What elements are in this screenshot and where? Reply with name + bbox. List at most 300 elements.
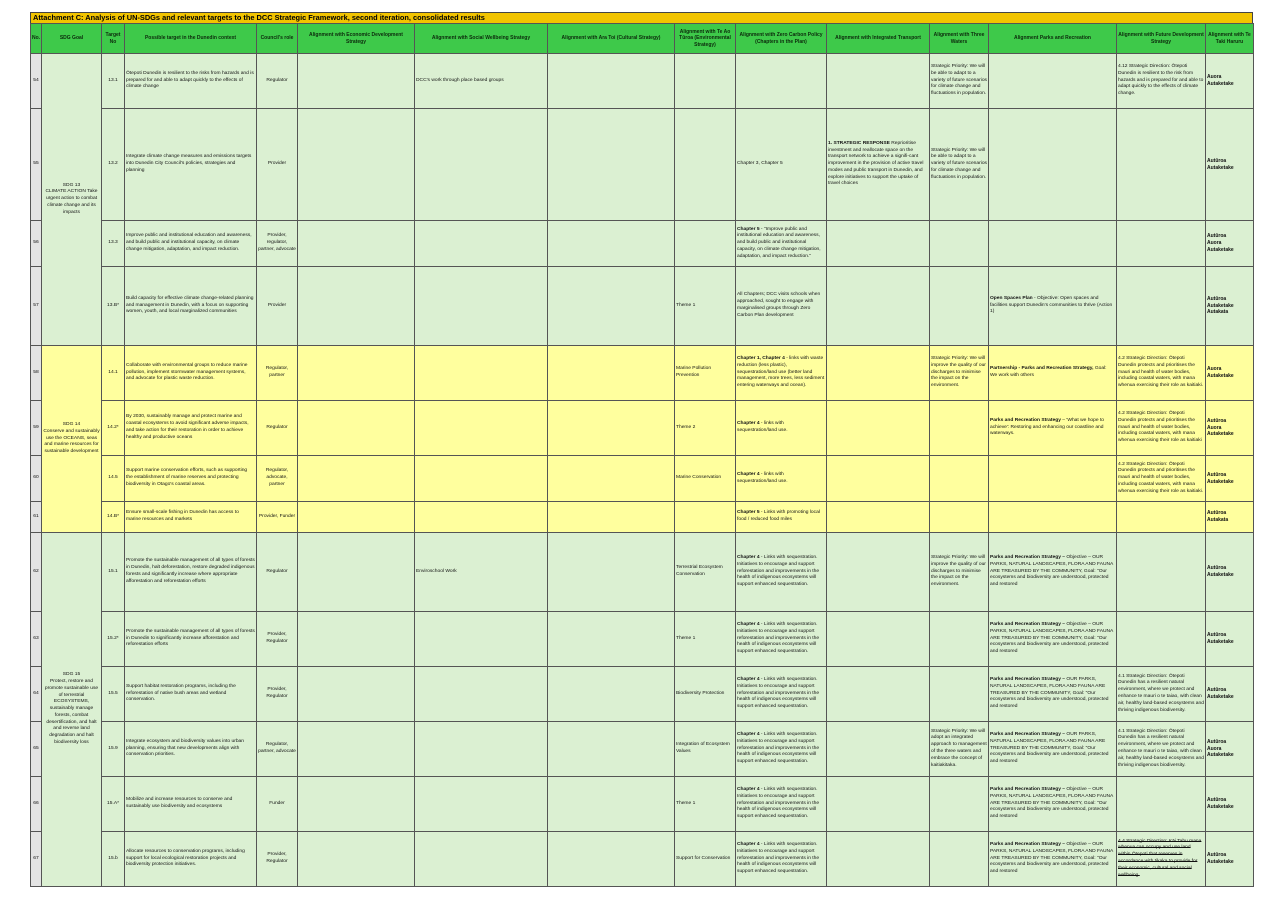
ara-toi-alignment bbox=[548, 221, 675, 267]
row-number: 60 bbox=[31, 456, 42, 502]
parks-alignment-text: OUR PARKS, NATURAL LANDSCAPES, FLORA AND FAUNA ARE TREASURED BY THE COMMUNITY, Goal: "Our ecosystems and biodiversity are understood, protected and restored bbox=[990, 732, 1109, 765]
parks-alignment bbox=[989, 722, 1117, 777]
zero-carbon-alignment-lead: Chapter 4 bbox=[737, 677, 760, 683]
transport-alignment bbox=[827, 667, 930, 722]
row-number: 57 bbox=[31, 267, 42, 346]
taki-value: Autaketake bbox=[1207, 572, 1234, 578]
three-waters-alignment: Strategic Priority: We will adopt an integrated approach to management of the three waters and embrace the concept of kaitiakitaka. bbox=[930, 722, 989, 777]
target-number: 15.5 bbox=[102, 667, 125, 722]
future-development-alignment bbox=[1117, 777, 1206, 832]
social-alignment bbox=[415, 267, 548, 346]
econ-alignment bbox=[298, 612, 415, 667]
parks-alignment bbox=[989, 502, 1117, 533]
taki-value: Autūroa bbox=[1207, 417, 1227, 424]
parks-alignment-text: Objective – OUR PARKS, NATURAL LANDSCAPES, FLORA AND FAUNA ARE TREASURED BY THE COMMUNITY, Goal: "Our ecosystems and biodiversity are understood, protected and restored bbox=[990, 622, 1114, 655]
ara-toi-alignment bbox=[548, 667, 675, 722]
target-description: Promote the sustainable management of all types of forests in Dunedin, halt deforestation, restore degraded indigenous forests and significantly increase where appropriate afforestation and reforestation efforts bbox=[125, 533, 257, 612]
future-development-alignment bbox=[1117, 832, 1206, 887]
transport-alignment bbox=[827, 267, 930, 346]
sheet-title: Attachment C: Analysis of UN-SDGs and relevant targets to the DCC Strategic Framework, second iteration, consolidated results bbox=[30, 12, 1253, 23]
header-transport: Alignment with Integrated Transport bbox=[827, 24, 930, 54]
parks-alignment-text: Objective – OUR PARKS, NATURAL LANDSCAPES, FLORA AND FAUNA ARE TREASURED BY THE COMMUNITY, Goal: "Our ecosystems and biodiversity are understood, protected and restored bbox=[990, 787, 1114, 820]
future-development-alignment: 4.1 Strategic Direction: Ōtepoti Dunedin has a resilient natural environment, where we protect and enhance te mauri o te taiao, with clean air, healthy land-based ecosystems and thriving indigenous biodiversity. bbox=[1117, 722, 1206, 777]
header-goal: SDG Goal bbox=[42, 24, 102, 54]
row-number: 64 bbox=[31, 667, 42, 722]
parks-alignment-lead: Parks and Recreation Strategy – bbox=[990, 732, 1066, 738]
three-waters-alignment bbox=[930, 667, 989, 722]
transport-alignment bbox=[827, 109, 930, 221]
table-row bbox=[31, 456, 1254, 502]
table-row bbox=[31, 54, 1254, 109]
transport-alignment bbox=[827, 612, 930, 667]
transport-alignment bbox=[827, 832, 930, 887]
parks-alignment-lead: Open Spaces Plan bbox=[990, 295, 1033, 301]
social-alignment bbox=[415, 346, 548, 401]
row-number: 65 bbox=[31, 722, 42, 777]
zero-carbon-alignment bbox=[736, 221, 827, 267]
zero-carbon-alignment bbox=[736, 456, 827, 502]
te-ao-turoa-alignment: Theme 1 bbox=[675, 267, 736, 346]
te-ao-turoa-alignment: Support for Conservation bbox=[675, 832, 736, 887]
council-role: Funder bbox=[257, 777, 298, 832]
target-number: 15.A* bbox=[102, 777, 125, 832]
row-number: 67 bbox=[31, 832, 42, 887]
parks-alignment bbox=[989, 401, 1117, 456]
header-row bbox=[31, 24, 1254, 54]
parks-alignment bbox=[989, 267, 1117, 346]
social-alignment bbox=[415, 667, 548, 722]
row-number: 62 bbox=[31, 533, 42, 612]
ara-toi-alignment bbox=[548, 401, 675, 456]
ara-toi-alignment bbox=[548, 722, 675, 777]
row-number: 55 bbox=[31, 109, 42, 221]
taki-value: Autakata bbox=[1207, 517, 1229, 523]
te-ao-turoa-alignment: Theme 1 bbox=[675, 777, 736, 832]
te-ao-turoa-alignment bbox=[675, 54, 736, 109]
te-taki-haruru-alignment bbox=[1206, 612, 1254, 667]
parks-alignment bbox=[989, 456, 1117, 502]
alignment-table bbox=[30, 23, 1254, 887]
header-target-no: Target No bbox=[102, 24, 125, 54]
social-alignment bbox=[415, 777, 548, 832]
target-number: 13.3 bbox=[102, 221, 125, 267]
council-role: Provider, Funder bbox=[257, 502, 298, 533]
table-row bbox=[31, 346, 1254, 401]
target-number: 13.2 bbox=[102, 109, 125, 221]
header-ara: Alignment with Ara Toi (Cultural Strategy) bbox=[548, 24, 675, 54]
parks-alignment bbox=[989, 667, 1117, 722]
transport-alignment bbox=[827, 401, 930, 456]
social-alignment bbox=[415, 502, 548, 533]
table-row bbox=[31, 667, 1254, 722]
econ-alignment bbox=[298, 533, 415, 612]
three-waters-alignment: Strategic Priority: We will be able to adapt to a variety of future scenarios for climate change and fluctuations in population. bbox=[930, 54, 989, 109]
te-taki-haruru-alignment bbox=[1206, 502, 1254, 533]
taki-value: Autakata bbox=[1207, 309, 1229, 316]
council-role: Regulator bbox=[257, 54, 298, 109]
table-body bbox=[31, 54, 1254, 887]
parks-alignment-text: Objective – OUR PARKS, NATURAL LANDSCAPES, FLORA AND FAUNA ARE TREASURED BY THE COMMUNITY, Goal: "Our ecosystems and biodiversity are understood, protected and restored bbox=[990, 555, 1114, 588]
taki-value: Autūroa bbox=[1207, 632, 1227, 639]
te-taki-haruru-alignment bbox=[1206, 109, 1254, 221]
three-waters-alignment bbox=[930, 832, 989, 887]
econ-alignment bbox=[298, 221, 415, 267]
te-ao-turoa-alignment: Terrestrial Ecosystem Conservation bbox=[675, 533, 736, 612]
future-development-alignment: 4.2 Strategic Direction: Ōtepoti Dunedin protects and prioritises the mauri and health of water bodies, including coastal waters, with mana whenua exercising their role as kaitiaki. bbox=[1117, 346, 1206, 401]
row-number: 54 bbox=[31, 54, 42, 109]
table-row bbox=[31, 267, 1254, 346]
three-waters-alignment bbox=[930, 401, 989, 456]
header-social: Alignment with Social Wellbeing Strategy bbox=[415, 24, 548, 54]
future-development-alignment bbox=[1117, 267, 1206, 346]
taki-value: Autaketake bbox=[1207, 804, 1234, 810]
transport-alignment-lead: 1. STRATEGIC RESPONSE bbox=[828, 140, 890, 146]
taki-value: Auora bbox=[1207, 240, 1222, 247]
zero-carbon-alignment-text: - Links with sequestration. Initiatives to encourage and support reforestation and improvements in the health of indigenous ecosystems will support enhanced sequestration. bbox=[737, 787, 820, 820]
transport-alignment bbox=[827, 54, 930, 109]
table-row bbox=[31, 832, 1254, 887]
taki-value: Auora bbox=[1207, 366, 1222, 373]
zero-carbon-alignment-lead: Chapter 1, Chapter 4 bbox=[737, 356, 785, 362]
taki-value: Autaketake bbox=[1207, 164, 1234, 171]
taki-value: Auora bbox=[1207, 424, 1222, 431]
three-waters-alignment: Strategic Priority: We will improve the quality of our discharges to minimise the impact on the environment. bbox=[930, 346, 989, 401]
header-role: Council's role bbox=[257, 24, 298, 54]
te-taki-haruru-alignment bbox=[1206, 667, 1254, 722]
header-target: Possible target in the Dunedin context bbox=[125, 24, 257, 54]
te-taki-haruru-alignment bbox=[1206, 54, 1254, 109]
social-alignment bbox=[415, 109, 548, 221]
ara-toi-alignment bbox=[548, 832, 675, 887]
taki-value: Autūroa bbox=[1207, 852, 1227, 859]
row-number: 58 bbox=[31, 346, 42, 401]
zero-carbon-alignment-text: - "Improve public and institutional education and awareness, and build public and institutional capacity, on climate change mitigation, adaptation, and impact reduction." bbox=[737, 226, 821, 259]
table-row bbox=[31, 502, 1254, 533]
zero-carbon-alignment-text: - Links with sequestration. Initiatives to encourage and support reforestation and improvements in the health of indigenous ecosystems will support enhanced sequestration. bbox=[737, 842, 820, 875]
zero-carbon-alignment-text: - Links with promoting local food / reduced food miles bbox=[737, 510, 820, 522]
zero-carbon-alignment-text: Chapter 3, Chapter 5 bbox=[737, 161, 783, 167]
taki-value: Autūroa bbox=[1207, 687, 1227, 694]
transport-alignment bbox=[827, 777, 930, 832]
zero-carbon-alignment-lead: Chapter 4 bbox=[737, 787, 760, 793]
social-alignment bbox=[415, 612, 548, 667]
three-waters-alignment bbox=[930, 777, 989, 832]
target-description: By 2030, sustainably manage and protect marine and coastal ecosystems to avoid significant adverse impacts, and take action for their restoration in order to achieve healthy and productive oceans bbox=[125, 401, 257, 456]
te-taki-haruru-alignment bbox=[1206, 401, 1254, 456]
zero-carbon-alignment-lead: Chapter 5 bbox=[737, 510, 760, 516]
zero-carbon-alignment-text: - Links with sequestration. Initiatives to encourage and support reforestation and improvements in the health of indigenous ecosystems will support enhanced sequestration. bbox=[737, 555, 820, 588]
econ-alignment bbox=[298, 777, 415, 832]
target-description: Allocate resources to conservation programs, including support for local ecological restoration projects and biodiversity protection initiatives. bbox=[125, 832, 257, 887]
target-description: Mobilize and increase resources to conserve and sustainably use biodiversity and ecosystems bbox=[125, 777, 257, 832]
target-description: Support marine conservation efforts, such as supporting the establishment of marine reserves and protecting biodiversity in Otago's coastal areas. bbox=[125, 456, 257, 502]
econ-alignment bbox=[298, 722, 415, 777]
zero-carbon-alignment bbox=[736, 346, 827, 401]
parks-alignment bbox=[989, 109, 1117, 221]
zero-carbon-alignment bbox=[736, 54, 827, 109]
zero-carbon-alignment bbox=[736, 267, 827, 346]
row-number: 56 bbox=[31, 221, 42, 267]
header-water: Alignment with Three Waters bbox=[930, 24, 989, 54]
council-role: Provider bbox=[257, 267, 298, 346]
zero-carbon-alignment bbox=[736, 612, 827, 667]
header-parks: Alignment Parks and Recreation bbox=[989, 24, 1117, 54]
parks-alignment-lead: Partnership - Parks and Recreation Strategy, bbox=[990, 366, 1094, 372]
table-row bbox=[31, 401, 1254, 456]
parks-alignment-text: - Objective: Open spaces and facilities support Dunedin's communities to thrive (Action 1) bbox=[990, 295, 1113, 315]
header-no: No. bbox=[31, 24, 42, 54]
target-number: 14.1 bbox=[102, 346, 125, 401]
taki-value: Autaketake bbox=[1207, 81, 1234, 87]
parks-alignment bbox=[989, 346, 1117, 401]
te-taki-haruru-alignment bbox=[1206, 722, 1254, 777]
transport-alignment bbox=[827, 346, 930, 401]
taki-value: Autaketake bbox=[1207, 694, 1234, 700]
te-taki-haruru-alignment bbox=[1206, 533, 1254, 612]
spreadsheet bbox=[30, 12, 1253, 887]
row-number: 61 bbox=[31, 502, 42, 533]
te-ao-turoa-alignment bbox=[675, 221, 736, 267]
zero-carbon-alignment-text: All Chapters; DCC visits schools when approached, sought to engage with marginalised groups through Zero Carbon Plan development bbox=[737, 292, 821, 318]
zero-carbon-alignment-text: - links with sequestration/land use. bbox=[737, 471, 788, 484]
taki-value: Autūroa bbox=[1207, 797, 1227, 804]
transport-alignment bbox=[827, 221, 930, 267]
ara-toi-alignment bbox=[548, 533, 675, 612]
future-development-alignment bbox=[1117, 502, 1206, 533]
sdg-goal-sdg15: SDG 15 Protect, restore and promote sustainable use of terrestrial ECOSYSTEMS, sustainably manage forests, combat desertification, and halt and reverse land degradation and halt biodiversity loss bbox=[42, 533, 102, 887]
council-role: Provider, regulator, partner, advocate bbox=[257, 221, 298, 267]
council-role: Provider, Regulator bbox=[257, 612, 298, 667]
target-description: Ōtepoti Dunedin is resilient to the risks from hazards and is prepared for and able to adapt quickly to the effects of climate change bbox=[125, 54, 257, 109]
ara-toi-alignment bbox=[548, 456, 675, 502]
sdg-goal-sdg14: SDG 14 Conserve and sustainably use the OCEANS, seas and marine resources for sustainable development bbox=[42, 346, 102, 533]
zero-carbon-alignment bbox=[736, 722, 827, 777]
three-waters-alignment bbox=[930, 612, 989, 667]
econ-alignment bbox=[298, 456, 415, 502]
zero-carbon-alignment-text: - links with waste reduction (less plastic), sequestration/land use (better land management, more trees, less sediment entering waterways and ocean). bbox=[737, 356, 825, 389]
ara-toi-alignment bbox=[548, 612, 675, 667]
econ-alignment bbox=[298, 401, 415, 456]
zero-carbon-alignment bbox=[736, 401, 827, 456]
ara-toi-alignment bbox=[548, 54, 675, 109]
council-role: Regulator bbox=[257, 401, 298, 456]
te-taki-haruru-alignment bbox=[1206, 777, 1254, 832]
future-development-alignment bbox=[1117, 533, 1206, 612]
future-development-alignment: 4.1 Strategic Direction: Ōtepoti Dunedin has a resilient natural environment, where we protect and enhance te mauri o te taiao, with clean air, healthy land-based ecosystems and thriving indigenous biodiversity. bbox=[1117, 667, 1206, 722]
taki-value: Autūroa bbox=[1207, 157, 1227, 164]
te-ao-turoa-alignment: Marine Conservation bbox=[675, 456, 736, 502]
council-role: Regulator, partner, advocate bbox=[257, 722, 298, 777]
zero-carbon-alignment bbox=[736, 777, 827, 832]
social-alignment: DCC's work through place based groups bbox=[415, 54, 548, 109]
table-row bbox=[31, 722, 1254, 777]
parks-alignment-lead: Parks and Recreation Strategy – bbox=[990, 842, 1066, 848]
transport-alignment bbox=[827, 456, 930, 502]
parks-alignment-text: Objective – OUR PARKS, NATURAL LANDSCAPES, FLORA AND FAUNA ARE TREASURED BY THE COMMUNITY, Goal: "Our ecosystems and biodiversity are understood, protected and restored bbox=[990, 842, 1114, 875]
target-number: 15.1 bbox=[102, 533, 125, 612]
econ-alignment bbox=[298, 667, 415, 722]
parks-alignment-lead: Parks and Recreation Strategy – bbox=[990, 622, 1066, 628]
taki-value: Autaketake bbox=[1207, 431, 1234, 438]
header-taki: Alignment with Te Taki Haruru bbox=[1206, 24, 1254, 54]
parks-alignment-lead: Parks and Recreation Strategy – bbox=[990, 677, 1066, 683]
header-teao: Alignment with Te Ao Tūroa (Environmental Strategy) bbox=[675, 24, 736, 54]
council-role: Regulator, partner bbox=[257, 346, 298, 401]
taki-value: Autūroa bbox=[1207, 233, 1227, 240]
parks-alignment bbox=[989, 832, 1117, 887]
taki-value: Autūroa bbox=[1207, 738, 1227, 745]
target-number: 14.5 bbox=[102, 456, 125, 502]
parks-alignment bbox=[989, 54, 1117, 109]
te-ao-turoa-alignment: Theme 1 bbox=[675, 612, 736, 667]
table-row bbox=[31, 777, 1254, 832]
ara-toi-alignment bbox=[548, 777, 675, 832]
econ-alignment bbox=[298, 267, 415, 346]
econ-alignment bbox=[298, 54, 415, 109]
zero-carbon-alignment bbox=[736, 667, 827, 722]
table-row bbox=[31, 109, 1254, 221]
council-role: Provider bbox=[257, 109, 298, 221]
target-number: 13.1 bbox=[102, 54, 125, 109]
taki-value: Autaketake bbox=[1207, 246, 1234, 253]
zero-carbon-alignment-lead: Chapter 4 bbox=[737, 732, 760, 738]
three-waters-alignment bbox=[930, 267, 989, 346]
council-role: Regulator bbox=[257, 533, 298, 612]
te-taki-haruru-alignment bbox=[1206, 221, 1254, 267]
social-alignment bbox=[415, 722, 548, 777]
ara-toi-alignment bbox=[548, 109, 675, 221]
econ-alignment bbox=[298, 502, 415, 533]
target-description: Support habitat restoration programs, including the reforestation of native bush areas and wetland conservation. bbox=[125, 667, 257, 722]
three-waters-alignment bbox=[930, 221, 989, 267]
future-development-alignment bbox=[1117, 612, 1206, 667]
table-row bbox=[31, 612, 1254, 667]
zero-carbon-alignment-text: - Links with sequestration. Initiatives to encourage and support reforestation and improvements in the health of indigenous ecosystems will support enhanced sequestration. bbox=[737, 677, 820, 710]
zero-carbon-alignment-lead: Chapter 4 bbox=[737, 471, 760, 477]
taki-value: Auora bbox=[1207, 745, 1222, 752]
social-alignment: Enviroschool Work bbox=[415, 533, 548, 612]
taki-value: Autaketake bbox=[1207, 752, 1234, 759]
future-development-alignment: 4.2 Strategic Direction: Ōtepoti Dunedin protects and prioritises the mauri and health of water bodies, including coastal waters, with mana whenua exercising their role as kaitiaki bbox=[1117, 401, 1206, 456]
taki-value: Autūroa bbox=[1207, 471, 1227, 478]
taki-value: Autūroa bbox=[1207, 510, 1227, 517]
parks-alignment-lead: Parks and Recreation Strategy – bbox=[990, 555, 1066, 561]
transport-alignment bbox=[827, 722, 930, 777]
zero-carbon-alignment bbox=[736, 832, 827, 887]
header-zero: Alignment with Zero Carbon Policy (Chapters in the Plan) bbox=[736, 24, 827, 54]
taki-value: Autaketake bbox=[1207, 859, 1234, 865]
parks-alignment bbox=[989, 777, 1117, 832]
header-future: Alignment with Future Development Strategy bbox=[1117, 24, 1206, 54]
transport-alignment bbox=[827, 502, 930, 533]
ara-toi-alignment bbox=[548, 267, 675, 346]
three-waters-alignment bbox=[930, 502, 989, 533]
target-description: Integrate climate change measures and emissions targets into Dunedin City Council's policies, strategies and planning bbox=[125, 109, 257, 221]
zero-carbon-alignment-lead: Chapter 4 bbox=[737, 555, 760, 561]
ara-toi-alignment bbox=[548, 346, 675, 401]
zero-carbon-alignment bbox=[736, 502, 827, 533]
social-alignment bbox=[415, 456, 548, 502]
zero-carbon-alignment-lead: Chapter 4 bbox=[737, 842, 760, 848]
parks-alignment bbox=[989, 612, 1117, 667]
taki-value: Autaketake bbox=[1207, 639, 1234, 645]
taki-value: Autaketake bbox=[1207, 302, 1234, 309]
econ-alignment bbox=[298, 109, 415, 221]
zero-carbon-alignment-text: - Links with sequestration. Initiatives to encourage and support reforestation and improvements in the health of indigenous ecosystems will support enhanced sequestration. bbox=[737, 622, 820, 655]
te-ao-turoa-alignment bbox=[675, 109, 736, 221]
taki-value: Autūroa bbox=[1207, 565, 1227, 572]
table-row bbox=[31, 221, 1254, 267]
taki-value: Autaketake bbox=[1207, 478, 1234, 485]
target-description: Collaborate with environmental groups to reduce marine pollution, implement stormwater management systems, and advocate for plastic waste reduction. bbox=[125, 346, 257, 401]
transport-alignment bbox=[827, 533, 930, 612]
future-development-alignment: 4.12 Strategic Direction: Ōtepoti Dunedin is resilient to the risk from hazards and is prepared for and able to adapt quickly to the effects of climate change. bbox=[1117, 54, 1206, 109]
target-number: 14.B* bbox=[102, 502, 125, 533]
row-number: 59 bbox=[31, 401, 42, 456]
te-taki-haruru-alignment bbox=[1206, 456, 1254, 502]
zero-carbon-alignment-lead: Chapter 4 bbox=[737, 622, 760, 628]
zero-carbon-alignment bbox=[736, 109, 827, 221]
social-alignment bbox=[415, 832, 548, 887]
econ-alignment bbox=[298, 346, 415, 401]
target-number: 15.2* bbox=[102, 612, 125, 667]
parks-alignment-text: OUR PARKS, NATURAL LANDSCAPES, FLORA AND FAUNA ARE TREASURED BY THE COMMUNITY, Goal: "Our ecosystems and biodiversity are understood, protected and restored bbox=[990, 677, 1109, 710]
transport-alignment-text: Reprioritise investment and reallocate space on the transport network to achieve a signifi-cant improvement in the provision of active travel modes and public transport in Dunedin, and explore initiatives to support the uptake of travel choices bbox=[828, 140, 924, 187]
council-role: Provider, Regulator bbox=[257, 832, 298, 887]
social-alignment bbox=[415, 401, 548, 456]
future-development-struck-text: 4.4 Strategic Direction: Kāi Tahu mana whenua can occupy and use land within Ōtepoti that reserves in accordance with tikaka to provide for their economic, cultural and social wellbeing. bbox=[1118, 838, 1202, 878]
target-description: Ensure small-scale fishing in Dunedin has access to marine resources and markets bbox=[125, 502, 257, 533]
three-waters-alignment: Strategic Priority: We will be able to adapt to a variety of future scenarios for climate change and fluctuations in population. bbox=[930, 109, 989, 221]
council-role: Regulator, advocate, partner bbox=[257, 456, 298, 502]
table-row bbox=[31, 533, 1254, 612]
taki-value: Autūroa bbox=[1207, 295, 1227, 302]
parks-alignment-lead: Parks and Recreation Strategy bbox=[990, 417, 1061, 423]
zero-carbon-alignment bbox=[736, 533, 827, 612]
target-number: 13.B* bbox=[102, 267, 125, 346]
target-description: Promote the sustainable management of all types of forests in Dunedin to significantly increase afforestation and reforestation efforts bbox=[125, 612, 257, 667]
zero-carbon-alignment-lead: Chapter 4 bbox=[737, 421, 760, 427]
three-waters-alignment: Strategic Priority: We will improve the quality of our discharges to minimise the impact on the environment. bbox=[930, 533, 989, 612]
te-ao-turoa-alignment: Theme 2 bbox=[675, 401, 736, 456]
taki-value: Autaketake bbox=[1207, 373, 1234, 379]
parks-alignment-text: Goal: We work with others bbox=[990, 366, 1107, 378]
future-development-alignment: 4.2 Strategic Direction: Ōtepoti Dunedin protects and prioritises the mauri and health of water bodies, including coastal waters, with mana whenua exercising their role as kaitiaki. bbox=[1117, 456, 1206, 502]
three-waters-alignment bbox=[930, 456, 989, 502]
te-ao-turoa-alignment bbox=[675, 502, 736, 533]
parks-alignment bbox=[989, 221, 1117, 267]
row-number: 66 bbox=[31, 777, 42, 832]
target-description: Build capacity for effective climate change-related planning and management in Dunedin, with a focus on supporting women, youth, and local marginalized communities bbox=[125, 267, 257, 346]
zero-carbon-alignment-text: - Links with sequestration. Initiatives to encourage and support reforestation and improvements in the health of indigenous ecosystems will support enhanced sequestration. bbox=[737, 732, 820, 765]
header-econ: Alignment with Economic Development Strategy bbox=[298, 24, 415, 54]
future-development-alignment bbox=[1117, 221, 1206, 267]
target-description: Improve public and institutional education and awareness, and build public and institutional capacity, on climate change mitigation, adaptation, and impact reduction. bbox=[125, 221, 257, 267]
council-role: Provider, Regulator bbox=[257, 667, 298, 722]
target-number: 15.b bbox=[102, 832, 125, 887]
te-taki-haruru-alignment bbox=[1206, 832, 1254, 887]
taki-value: Auora bbox=[1207, 74, 1222, 81]
te-taki-haruru-alignment bbox=[1206, 267, 1254, 346]
ara-toi-alignment bbox=[548, 502, 675, 533]
parks-alignment-lead: Parks and Recreation Strategy – bbox=[990, 787, 1066, 793]
target-description: Integrate ecosystem and biodiversity values into urban planning, ensuring that new developments align with conservation priorities. bbox=[125, 722, 257, 777]
parks-alignment-text: – 'What we hope to achieve': Restoring and enhancing our coastline and waterways. bbox=[990, 417, 1105, 437]
target-number: 15.9 bbox=[102, 722, 125, 777]
te-taki-haruru-alignment bbox=[1206, 346, 1254, 401]
target-number: 14.2* bbox=[102, 401, 125, 456]
row-number: 63 bbox=[31, 612, 42, 667]
